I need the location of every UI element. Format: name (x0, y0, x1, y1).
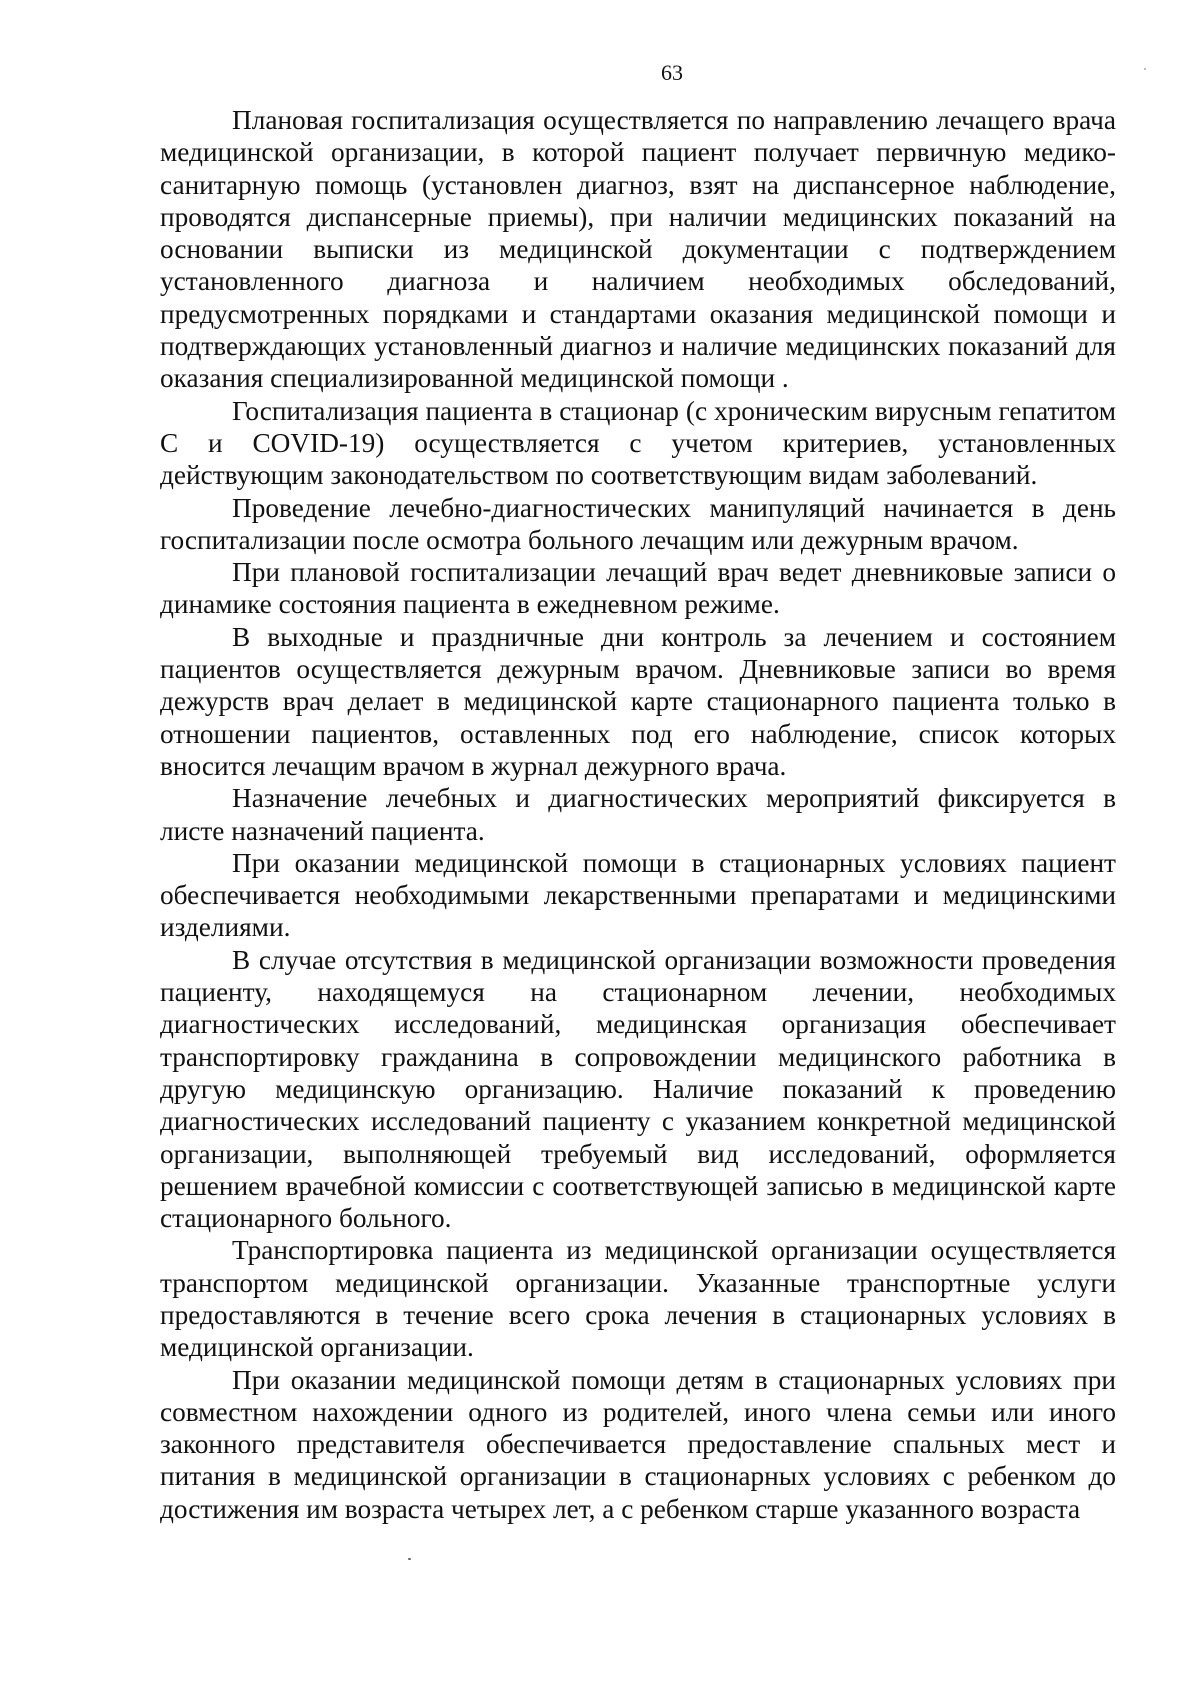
scan-speck (1144, 68, 1146, 70)
paragraph-planned-hospitalization: Плановая госпитализация осуществляется по направлению лечащего врача медицинской организации, в которой пациент получает первичную медико-санитарную помощь (установлен диагноз, взят на диспансерное наблюдение, проводятся диспансерные приемы), при наличии медицинских показаний на основании выписки из медицинской документации с подтверждением установленного диагноза и наличием необходимых обследований, предусмотренных порядками и стандартами оказания медицинской помощи и подтверждающих установленный диагноз и наличие медицинских показаний для оказания специализированной медицинской помощи . (160, 105, 1116, 394)
paragraph-medications: При оказании медицинской помощи в стационарных условиях пациент обеспечивается необходимыми лекарственными препаратами и медицинскими изделиями. (160, 847, 1116, 943)
document-body (160, 104, 1116, 1525)
paragraph-weekends-holidays: В выходные и праздничные дни контроль за лечением и состоянием пациентов осуществляется дежурным врачом. Дневниковые записи во время дежурств врач делает в медицинской карте стационарного пациента только в отношении пациентов, оставленных под его наблюдение, список которых вносится лечащим врачом в журнал дежурного врача. (160, 621, 1116, 781)
page-number: 63 (661, 60, 683, 85)
paragraph-transportation: Транспортировка пациента из медицинской организации осуществляется транспортом медицинской организации. Указанные транспортные услуги предоставляются в течение всего срока лечения в стационарных условиях в медицинской организации. (160, 1235, 1116, 1363)
paragraph-prescriptions: Назначение лечебных и диагностических мероприятий фиксируется в листе назначений пациента. (160, 783, 1116, 846)
paragraph-diagnostic-manipulations: Проведение лечебно-диагностических манипуляций начинается в день госпитализации после осмотра больного лечащим или дежурным врачом. (160, 492, 1116, 555)
paragraph-absence-of-diagnostics: В случае отсутствия в медицинской организации возможности проведения пациенту, находящемуся на стационарном лечении, необходимых диагностических исследований, медицинская организация обеспечивает транспортировку гражданина в сопровождении медицинского работника в другую медицинскую организацию. Наличие показаний к проведению диагностических исследований пациенту с указанием конкретной медицинской организации, выполняющей требуемый вид исследований, оформляется решением врачебной комиссии с соответствующей записью в медицинской карте стационарного больного. (160, 944, 1116, 1234)
paragraph-hospitalization-hepatitis-covid: Госпитализация пациента в стационар (с хроническим вирусным гепатитом С и COVID-19) осуществляется с учетом критериев, установленных действующим законодательством по соответствующим видам заболеваний. (160, 395, 1116, 491)
paragraph-diary-records: При плановой госпитализации лечащий врач ведет дневниковые записи о динамике состояния пациента в ежедневном режиме. (160, 557, 1116, 620)
scan-speck (408, 1558, 411, 1560)
paragraph-children-care: При оказании медицинской помощи детям в стационарных условиях при совместном нахождении одного из родителей, иного члена семьи или иного законного представителя обеспечивается предоставление спальных мест и питания в медицинской организации в стационарных условиях с ребенком до достижения им возраста четырех лет, а с ребенком старше указанного возраста (160, 1364, 1116, 1524)
